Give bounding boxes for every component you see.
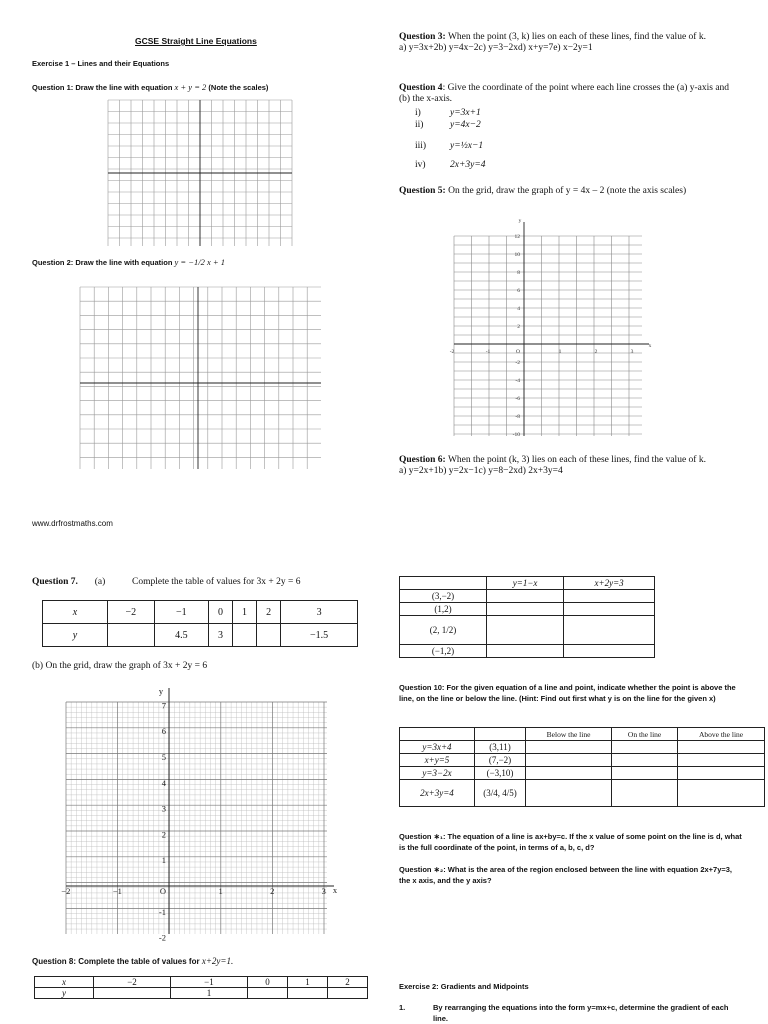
q8-label: Question 8: Complete the table of values for [32, 957, 200, 966]
q4-item-eq: y=½x−1 [450, 141, 484, 151]
y-tick-label: 5 [161, 752, 166, 762]
answer-cell[interactable] [487, 590, 564, 603]
table-cell: 1 [170, 988, 247, 999]
ex2-q1-text: By rearranging the equations into the form y=mx+c, determine the gradient of each line. [433, 1003, 729, 1023]
table-cell: x+y=5 [400, 754, 475, 767]
table-cell: (2, 1/2) [400, 616, 487, 645]
q7-row-x [43, 601, 358, 624]
ex2-q1-num: 1. [399, 1003, 406, 1012]
q1-label: Question 1: Draw the line with equation [32, 83, 173, 92]
answer-cell[interactable] [564, 645, 655, 658]
q4-item-eq: y=4x−2 [450, 120, 481, 130]
q5-label: Question 5: [399, 186, 446, 196]
table-cell: (3/4, 4/5) [475, 780, 526, 807]
answer-cell[interactable] [678, 780, 765, 807]
answer-cell[interactable] [526, 767, 612, 780]
answer-cell[interactable] [564, 603, 655, 616]
y-tick-label: 7 [161, 700, 166, 711]
q4-item-4 [415, 160, 486, 171]
y-axis-label: y [518, 218, 522, 224]
table-cell: y=3−2x [400, 767, 475, 780]
y-tick-label: 1 [161, 855, 166, 866]
q4-item-num: ii) [415, 120, 424, 130]
table-cell: 1 [232, 601, 256, 624]
table-header: Below the line [526, 728, 612, 741]
x-tick-label: 2 [270, 886, 275, 896]
q10-header-row [400, 728, 765, 741]
table-cell[interactable] [247, 988, 287, 999]
q4-item-3 [415, 141, 484, 152]
y-tick-label: -1 [158, 906, 166, 917]
table-header: Above the line [678, 728, 765, 741]
q8-row-y [35, 988, 368, 999]
x-axis-label: x [648, 343, 652, 349]
y-tick-label: -10 [512, 432, 520, 438]
q4-block [399, 83, 739, 105]
y-tick-label: -2 [158, 932, 166, 943]
table-cell: (−1,2) [400, 645, 487, 658]
ex2-q1 [399, 1002, 739, 1024]
answer-cell[interactable] [526, 741, 612, 754]
y-tick-label: 3 [161, 803, 166, 814]
y-tick-label: -2 [515, 360, 520, 366]
y-tick-label: 2 [517, 324, 520, 330]
q7-text-b: (b) On the grid, draw the graph of 3x + 2y = 6 [32, 661, 208, 671]
table-row [400, 645, 655, 658]
q3-text: When the point (3, k) lies on each of these lines, find the value of k. [447, 32, 706, 42]
q6-text: When the point (k, 3) lies on each of these lines, find the value of k. [447, 455, 706, 465]
qn2-text: Question ∗₂: What is the area of the region enclosed between the line with equation 2x+7y=3, the x axis, and the y axis? [399, 865, 733, 885]
table-cell: 1 [287, 977, 327, 988]
table-cell: 3 [281, 601, 358, 624]
table-header [400, 577, 487, 590]
table-cell: 2 [257, 601, 281, 624]
q2-equation: y = −1/2 x + 1 [174, 257, 226, 267]
q8-row-x [35, 977, 368, 988]
q2-text [32, 257, 225, 268]
answer-cell[interactable] [678, 767, 765, 780]
exercise1-heading: Exercise 1 – Lines and their Equations [32, 59, 170, 68]
table-cell: y [35, 988, 94, 999]
q6-label: Question 6: [399, 455, 446, 465]
table-cell: −1.5 [281, 624, 358, 647]
x-axis-label: x [332, 885, 338, 895]
q2-grid[interactable] [80, 287, 321, 469]
table-cell[interactable] [108, 624, 155, 647]
table-cell: 0 [247, 977, 287, 988]
table-cell: y [43, 624, 108, 647]
table-row [400, 603, 655, 616]
x-tick-label: -2 [449, 349, 455, 355]
table-cell[interactable] [287, 988, 327, 999]
x-tick-label: 2 [594, 349, 598, 355]
table-cell: x [43, 601, 108, 624]
table-cell[interactable] [232, 624, 256, 647]
origin-label: O [159, 886, 166, 896]
table-cell[interactable] [327, 988, 367, 999]
answer-cell[interactable] [487, 603, 564, 616]
table-row [400, 590, 655, 603]
q3-label: Question 3: [399, 32, 446, 42]
q4-item-num: i) [415, 108, 421, 118]
table-cell: −1 [170, 977, 247, 988]
q1-equation: x + y = 2 [174, 82, 207, 92]
q3-block [399, 32, 739, 54]
x-tick-label: 1 [558, 349, 562, 355]
table-cell: −2 [94, 977, 171, 988]
x-tick-label: 3 [321, 886, 326, 896]
answer-cell[interactable] [678, 741, 765, 754]
y-tick-label: 8 [517, 270, 520, 276]
q10-text: Question 10: For the given equation of a line and point, indicate whether the point is above the line, on the line or below the line. (Hint: Find out first what y is on the line for the given x) [399, 683, 736, 703]
page-title: GCSE Straight Line Equations [135, 36, 257, 46]
q8-equation: x+2y=1. [201, 956, 234, 966]
y-tick-label: 10 [514, 252, 520, 258]
table-row [400, 767, 765, 780]
q4-item-1 [415, 108, 481, 119]
q4-item-2 [415, 120, 481, 131]
q4-item-num: iv) [415, 160, 426, 170]
table-header: On the line [612, 728, 678, 741]
answer-cell[interactable] [612, 754, 678, 767]
y-tick-label: -8 [515, 414, 520, 420]
q3-parts: a) y=3x+2b) y=4x−2c) y=3−2xd) x+y=7e) x−2y=1 [399, 43, 593, 53]
q7-part-a: (a) [94, 577, 106, 587]
y-tick-label: 12 [514, 234, 520, 240]
origin-label: O [516, 349, 520, 355]
table-header [400, 728, 475, 741]
q5-text: On the grid, draw the graph of y = 4x – 2 (note the axis scales) [448, 186, 687, 196]
table-cell: −1 [154, 601, 208, 624]
q4-label: Question 4 [399, 83, 443, 93]
table-header [475, 728, 526, 741]
answer-cell[interactable] [564, 590, 655, 603]
y-axis-label: y [158, 686, 164, 696]
table-cell: 0 [208, 601, 232, 624]
y-tick-label: 2 [161, 829, 166, 840]
answer-cell[interactable] [678, 754, 765, 767]
table-cell[interactable] [257, 624, 281, 647]
q7-label: Question 7. [32, 577, 78, 587]
table-row [400, 780, 765, 807]
answer-cell[interactable] [487, 645, 564, 658]
table-cell: (3,−2) [400, 590, 487, 603]
q4-item-eq: y=3x+1 [450, 108, 481, 118]
table-cell: (−3,10) [475, 767, 526, 780]
table-header: x+2y=3 [564, 577, 655, 590]
table-row [400, 741, 765, 754]
q7-table [42, 600, 358, 647]
table-cell[interactable] [94, 988, 171, 999]
q10-table [399, 727, 765, 807]
table-cell: 4.5 [154, 624, 208, 647]
answer-cell[interactable] [612, 741, 678, 754]
table-cell: (3,11) [475, 741, 526, 754]
x-tick-label: −1 [112, 886, 122, 896]
q1-grid[interactable] [108, 100, 292, 246]
y-tick-label: -4 [515, 378, 520, 384]
table-cell: y=3x+4 [400, 741, 475, 754]
table-cell: (1,2) [400, 603, 487, 616]
q1-text [32, 82, 268, 93]
website-link[interactable]: www.drfrostmaths.com [32, 519, 113, 528]
table-cell: 2 [327, 977, 367, 988]
table-cell: −2 [108, 601, 155, 624]
q7-grid[interactable] [61, 686, 338, 943]
x-tick-label: 3 [630, 349, 634, 355]
answer-cell[interactable] [526, 780, 612, 807]
answer-cell[interactable] [526, 754, 612, 767]
answer-cell[interactable] [612, 767, 678, 780]
q6-block [399, 455, 739, 477]
answer-cell[interactable] [487, 616, 564, 645]
table-cell: 2x+3y=4 [400, 780, 475, 807]
q5-block [399, 186, 749, 197]
table-cell: (7,−2) [475, 754, 526, 767]
q7-text-a: Complete the table of values for 3x + 2y = 6 [131, 577, 301, 587]
q8-text [32, 956, 233, 967]
exercise2-heading: Exercise 2: Gradients and Midpoints [399, 982, 529, 991]
answer-cell[interactable] [564, 616, 655, 645]
q4-text: : Give the coordinate of the point where each line crosses the (a) y-axis and (b) the x-axis. [399, 83, 730, 104]
q9-table [399, 576, 655, 658]
x-tick-label: −2 [61, 886, 71, 896]
q5-grid[interactable] [449, 218, 652, 438]
table-row [400, 754, 765, 767]
q2-label: Question 2: Draw the line with equation [32, 258, 173, 267]
q7-heading [32, 577, 300, 588]
table-header: y=1−x [487, 577, 564, 590]
answer-cell[interactable] [612, 780, 678, 807]
q4-item-eq: 2x+3y=4 [450, 160, 486, 170]
y-tick-label: -6 [515, 396, 520, 402]
x-tick-label: 1 [218, 886, 223, 896]
y-tick-label: 6 [161, 726, 166, 737]
q8-table [34, 976, 368, 999]
table-cell: x [35, 977, 94, 988]
table-cell: 3 [208, 624, 232, 647]
y-tick-label: 4 [517, 306, 520, 312]
table-row [400, 616, 655, 645]
x-tick-label: -1 [485, 349, 491, 355]
q7-row-y [43, 624, 358, 647]
q4-item-num: iii) [415, 141, 427, 151]
qn1-text: Question ∗₁: The equation of a line is ax+by=c. If the x value of some point on the line is d, what is the full coordinate of the point, in terms of a, b, c, d? [399, 832, 742, 852]
y-tick-label: 4 [161, 777, 166, 788]
y-tick-label: 6 [517, 288, 520, 294]
q6-parts: a) y=2x+1b) y=2x−1c) y=8−2xd) 2x+3y=4 [399, 466, 563, 476]
q9-header-row [400, 577, 655, 590]
q1-note: (Note the scales) [208, 83, 269, 92]
